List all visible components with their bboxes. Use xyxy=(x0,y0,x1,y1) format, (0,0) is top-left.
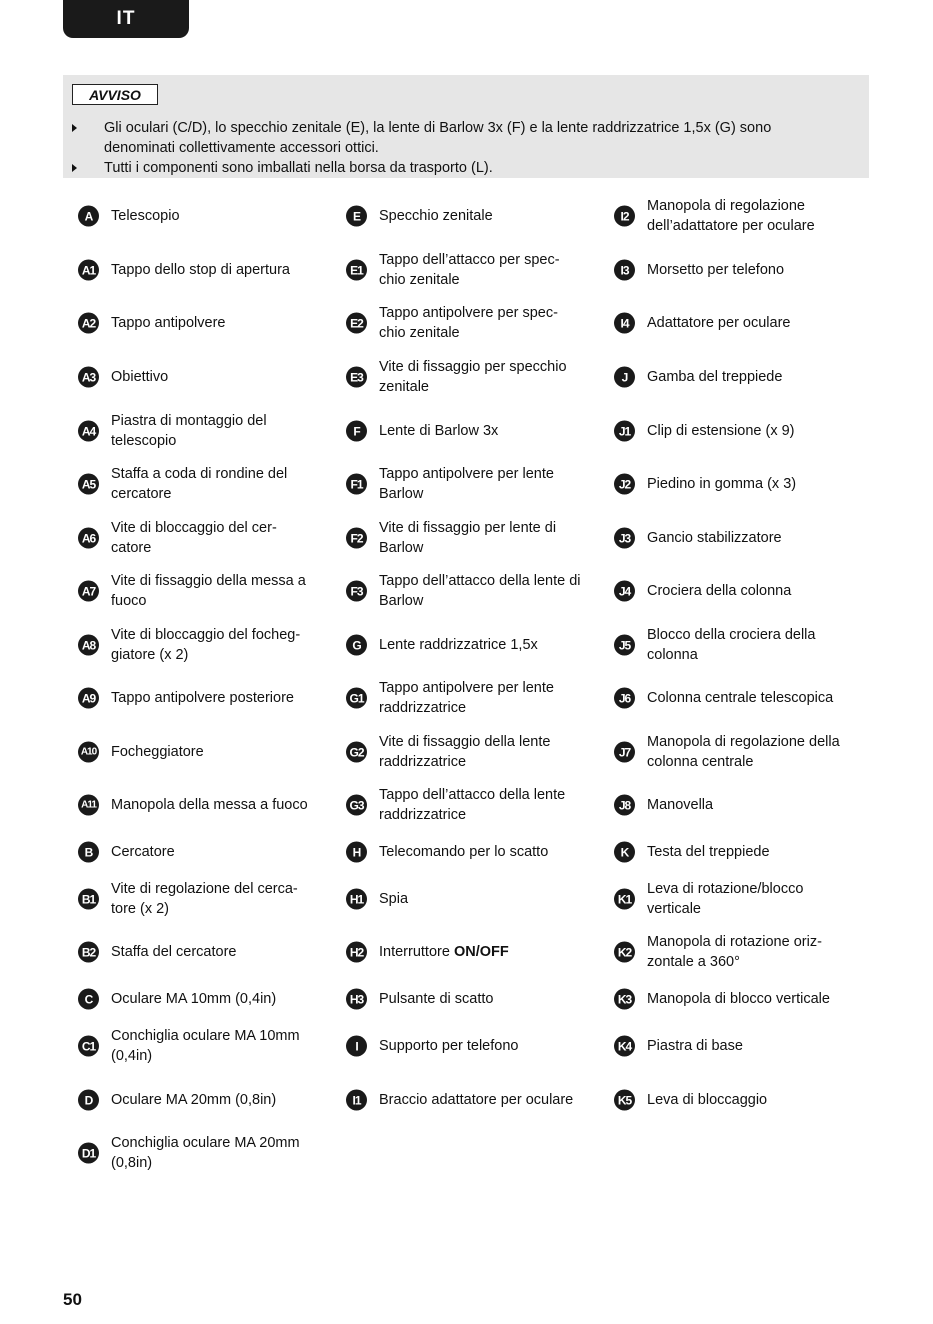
part-code-badge: F1 xyxy=(346,474,367,495)
part-item xyxy=(614,352,864,402)
notice-bullet-text: Gli oculari (C/D), lo specchio zenitale (E), la lente di Barlow 3x (F) e la lente raddrizzatrice 1,5x (G) sono denominati collettivamente accessori ottici. xyxy=(104,120,772,156)
part-code-badge: J7 xyxy=(614,742,635,763)
part-label: Tappo antipolvere per lente Barlow xyxy=(379,466,554,502)
notice-bullet-text: Tutti i componenti sono imballati nella borsa da trasporto (L). xyxy=(104,160,493,176)
part-item xyxy=(614,406,864,456)
part-item xyxy=(614,780,864,830)
part-code-badge: K2 xyxy=(614,942,635,963)
part-code-badge: A xyxy=(78,206,99,227)
part-label: Tappo antipolvere per spec- chio zenitale xyxy=(379,305,558,341)
part-code-badge: A3 xyxy=(78,367,99,388)
part-item xyxy=(78,406,328,456)
part-label: Gancio stabilizzatore xyxy=(647,530,782,546)
part-item xyxy=(78,513,328,563)
part-label: Tappo dello stop di apertura xyxy=(111,262,290,278)
part-item xyxy=(346,459,596,509)
part-item xyxy=(78,620,328,670)
part-code-badge: K1 xyxy=(614,889,635,910)
part-code-badge: K3 xyxy=(614,989,635,1010)
part-label: Tappo antipolvere xyxy=(111,315,226,331)
part-label: Supporto per telefono xyxy=(379,1038,519,1054)
part-code-badge: A8 xyxy=(78,635,99,656)
part-item xyxy=(78,1075,328,1125)
part-item xyxy=(78,827,328,877)
part-code-badge: I2 xyxy=(614,206,635,227)
part-item xyxy=(614,620,864,670)
part-code-badge: G xyxy=(346,635,367,656)
part-item xyxy=(346,673,596,723)
notice-label: AVVISO xyxy=(72,84,158,105)
part-code-badge: G1 xyxy=(346,688,367,709)
bullet-arrow-icon xyxy=(72,164,77,172)
bullet-arrow-icon xyxy=(72,124,77,132)
part-code-badge: E3 xyxy=(346,367,367,388)
part-label: Manovella xyxy=(647,797,714,813)
part-label: Vite di bloccaggio del focheg- giatore (x 2) xyxy=(111,627,301,663)
part-code-badge: I3 xyxy=(614,260,635,281)
part-label: Tappo dell’attacco per spec- chio zenitale xyxy=(379,252,560,288)
part-item xyxy=(78,927,328,977)
part-code-badge: A7 xyxy=(78,581,99,602)
part-item xyxy=(346,245,596,295)
part-item xyxy=(78,191,328,241)
part-code-badge: K5 xyxy=(614,1090,635,1111)
part-item xyxy=(346,727,596,777)
part-code-badge: J4 xyxy=(614,581,635,602)
part-label: Leva di rotazione/blocco verticale xyxy=(647,881,804,917)
part-label: Manopola della messa a fuoco xyxy=(111,797,308,813)
part-code-badge: B xyxy=(78,842,99,863)
part-label: Piastra di base xyxy=(647,1038,743,1054)
part-label: Adattatore per oculare xyxy=(647,315,791,331)
part-label: Vite di regolazione del cerca- tore (x 2) xyxy=(111,881,298,917)
part-code-badge: E xyxy=(346,206,367,227)
part-item xyxy=(78,727,328,777)
part-code-badge: B2 xyxy=(78,942,99,963)
part-code-badge: D1 xyxy=(78,1143,99,1164)
part-item xyxy=(614,245,864,295)
part-item xyxy=(346,620,596,670)
part-label: Vite di fissaggio per lente di Barlow xyxy=(379,520,557,556)
part-item xyxy=(346,780,596,830)
part-item xyxy=(346,827,596,877)
part-label: Vite di fissaggio della lente raddrizzatrice xyxy=(379,734,551,770)
part-code-badge: A10 xyxy=(78,742,99,763)
part-label: Morsetto per telefono xyxy=(647,262,785,278)
language-tab xyxy=(63,0,189,38)
part-label: Vite di fissaggio per specchio zenitale xyxy=(379,359,567,395)
part-item xyxy=(346,298,596,348)
part-label: Manopola di regolazione dell’adattatore per oculare xyxy=(647,198,815,234)
part-item xyxy=(346,874,596,924)
part-item xyxy=(78,245,328,295)
part-item xyxy=(78,1021,328,1071)
part-code-badge: B1 xyxy=(78,889,99,910)
part-label: Tappo dell’attacco della lente di Barlow xyxy=(379,573,581,609)
part-code-badge: C xyxy=(78,989,99,1010)
part-label: Gamba del treppiede xyxy=(647,369,783,385)
part-code-badge: J8 xyxy=(614,795,635,816)
part-item xyxy=(346,927,596,977)
part-label: Piedino in gomma (x 3) xyxy=(647,476,797,492)
notice-box xyxy=(63,75,869,178)
part-code-badge: I xyxy=(346,1036,367,1057)
part-label: Tappo antipolvere posteriore xyxy=(111,690,294,706)
part-code-badge: E1 xyxy=(346,260,367,281)
part-code-badge: F3 xyxy=(346,581,367,602)
part-code-badge: G3 xyxy=(346,795,367,816)
part-item xyxy=(614,191,864,241)
part-code-badge: D xyxy=(78,1090,99,1111)
part-item xyxy=(614,1021,864,1071)
part-code-badge: A2 xyxy=(78,313,99,334)
part-label: Lente di Barlow 3x xyxy=(379,423,499,439)
part-label: Testa del treppiede xyxy=(647,844,770,860)
notice-bullet xyxy=(72,158,852,178)
part-item xyxy=(78,874,328,924)
part-label: Piastra di montaggio del telescopio xyxy=(111,413,267,449)
part-code-badge: F2 xyxy=(346,528,367,549)
part-item xyxy=(78,974,328,1024)
part-label: Telecomando per lo scatto xyxy=(379,844,549,860)
part-item xyxy=(346,513,596,563)
language-code: IT xyxy=(116,8,136,29)
part-item xyxy=(346,191,596,241)
part-item xyxy=(78,298,328,348)
part-code-badge: C1 xyxy=(78,1036,99,1057)
part-label: Spia xyxy=(379,891,409,907)
part-code-badge: J2 xyxy=(614,474,635,495)
part-label: Manopola di regolazione della colonna centrale xyxy=(647,734,840,770)
part-item xyxy=(614,827,864,877)
part-code-badge: A9 xyxy=(78,688,99,709)
part-label: Tappo dell’attacco della lente raddrizzatrice xyxy=(379,787,566,823)
part-item xyxy=(614,974,864,1024)
part-item xyxy=(614,298,864,348)
part-item xyxy=(614,727,864,777)
part-code-badge: J3 xyxy=(614,528,635,549)
part-item xyxy=(614,874,864,924)
part-code-badge: I4 xyxy=(614,313,635,334)
part-code-badge: H3 xyxy=(346,989,367,1010)
part-item xyxy=(346,974,596,1024)
part-label: Blocco della crociera della colonna xyxy=(647,627,816,663)
part-item xyxy=(346,352,596,402)
part-label: Staffa a coda di rondine del cercatore xyxy=(111,466,288,502)
part-item xyxy=(614,927,864,977)
part-code-badge: F xyxy=(346,421,367,442)
part-item xyxy=(614,459,864,509)
part-label: Staffa del cercatore xyxy=(111,944,237,960)
part-label: Colonna centrale telescopica xyxy=(647,690,834,706)
part-label: Vite di bloccaggio del cer- catore xyxy=(111,520,277,556)
part-code-badge: J xyxy=(614,367,635,388)
part-label: Conchiglia oculare MA 10mm (0,4in) xyxy=(111,1028,300,1064)
part-code-badge: A6 xyxy=(78,528,99,549)
part-item xyxy=(614,513,864,563)
part-label: Braccio adattatore per oculare xyxy=(379,1092,574,1108)
part-label: Oculare MA 20mm (0,8in) xyxy=(111,1092,277,1108)
part-item xyxy=(614,1075,864,1125)
part-label: Oculare MA 10mm (0,4in) xyxy=(111,991,277,1007)
part-label: Manopola di rotazione oriz- zontale a 360° xyxy=(647,934,822,970)
part-label: Clip di estensione (x 9) xyxy=(647,423,795,439)
part-item xyxy=(346,406,596,456)
part-item xyxy=(78,1128,328,1178)
part-code-badge: A1 xyxy=(78,260,99,281)
part-item xyxy=(78,780,328,830)
part-code-badge: I1 xyxy=(346,1090,367,1111)
part-item xyxy=(346,1075,596,1125)
part-label: Tappo antipolvere per lente raddrizzatrice xyxy=(379,680,554,716)
part-code-badge: H1 xyxy=(346,889,367,910)
part-code-badge: A11 xyxy=(78,795,99,816)
part-code-badge: J1 xyxy=(614,421,635,442)
page-number: 50 xyxy=(63,1290,82,1309)
part-label: Vite di fissaggio della messa a fuoco xyxy=(111,573,306,609)
part-code-badge: A5 xyxy=(78,474,99,495)
part-code-badge: H2 xyxy=(346,942,367,963)
part-item xyxy=(614,673,864,723)
part-code-badge: G2 xyxy=(346,742,367,763)
part-code-badge: J5 xyxy=(614,635,635,656)
part-item xyxy=(346,566,596,616)
part-label: Interruttore ON/OFF xyxy=(379,944,509,960)
part-label: Telescopio xyxy=(111,208,180,224)
part-label: Cercatore xyxy=(111,844,175,860)
part-code-badge: E2 xyxy=(346,313,367,334)
part-code-badge: H xyxy=(346,842,367,863)
part-item xyxy=(78,459,328,509)
part-code-badge: K4 xyxy=(614,1036,635,1057)
part-code-badge: K xyxy=(614,842,635,863)
part-code-badge: A4 xyxy=(78,421,99,442)
part-label: Crociera della colonna xyxy=(647,583,792,599)
part-label: Specchio zenitale xyxy=(379,208,493,224)
part-item xyxy=(78,352,328,402)
part-code-badge: J6 xyxy=(614,688,635,709)
part-label: Manopola di blocco verticale xyxy=(647,991,830,1007)
part-label: Leva di bloccaggio xyxy=(647,1092,768,1108)
part-item xyxy=(346,1021,596,1071)
part-label: Focheggiatore xyxy=(111,744,204,760)
part-item xyxy=(78,566,328,616)
part-item xyxy=(614,566,864,616)
part-label: Pulsante di scatto xyxy=(379,991,494,1007)
part-label: Lente raddrizzatrice 1,5x xyxy=(379,637,538,653)
notice-bullet xyxy=(72,118,852,158)
part-label: Conchiglia oculare MA 20mm (0,8in) xyxy=(111,1135,300,1171)
part-label: Obiettivo xyxy=(111,369,169,385)
part-item xyxy=(78,673,328,723)
